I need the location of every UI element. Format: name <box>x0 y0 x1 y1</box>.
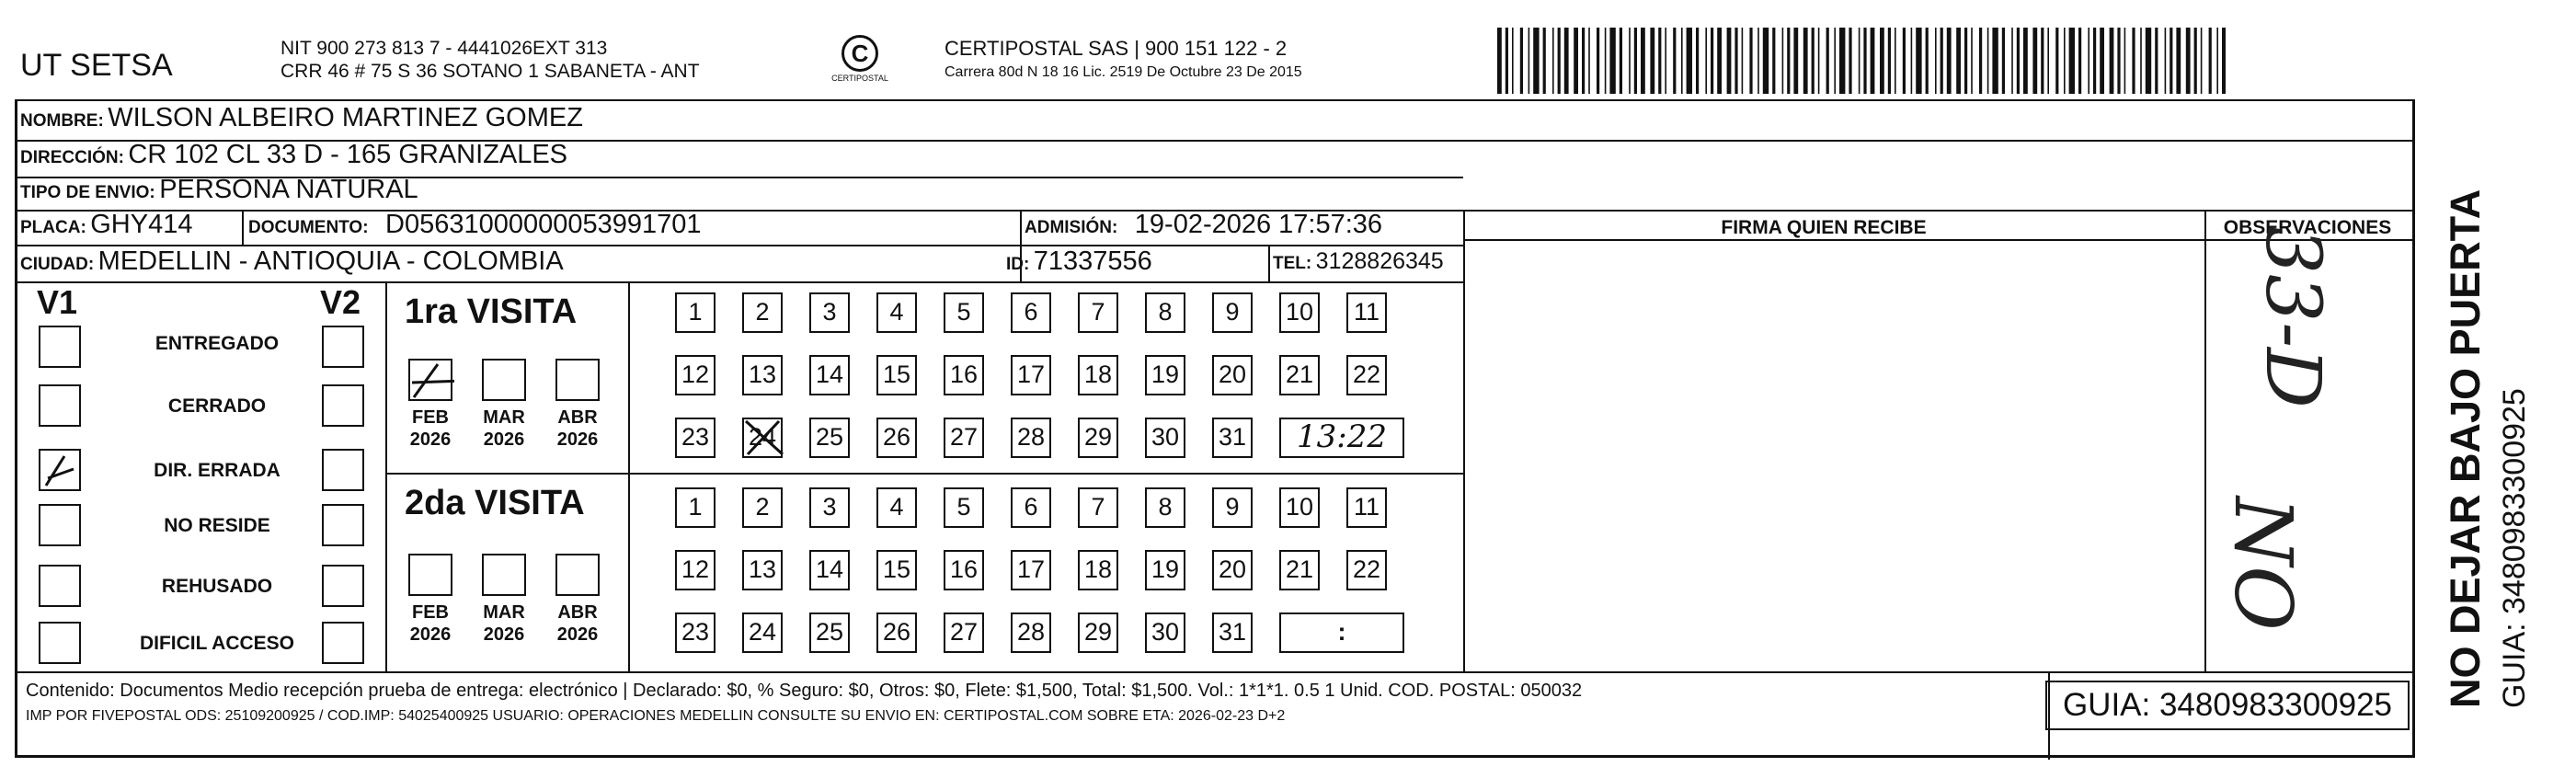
day-box[interactable]: 18 <box>1078 355 1118 395</box>
day-box[interactable]: 18 <box>1078 550 1118 590</box>
barcode-bar <box>1497 28 1502 94</box>
month-checkbox[interactable] <box>482 359 526 401</box>
admision-label: ADMISIÓN: <box>1025 218 1118 237</box>
day-box[interactable]: 13 <box>742 355 783 395</box>
barcode-bar <box>1742 28 1744 94</box>
company-info <box>280 37 700 83</box>
barcode-bar <box>1641 28 1645 94</box>
day-box[interactable]: 9 <box>1212 292 1253 333</box>
day-box[interactable]: 4 <box>876 487 917 528</box>
nit-line: NIT 900 273 813 7 - 4441026EXT 313 <box>280 38 608 59</box>
visit2-title: 2da VISITA <box>405 484 585 522</box>
nombre-row <box>20 103 583 133</box>
status-checkbox-v2[interactable] <box>322 565 364 607</box>
barcode-bar <box>2078 28 2081 94</box>
barcode-bar <box>1812 28 1815 94</box>
day-box[interactable]: 24 <box>742 612 783 653</box>
month-checkbox[interactable] <box>408 554 452 596</box>
divider <box>385 281 387 671</box>
status-checkbox-v2[interactable] <box>322 384 364 427</box>
month-year: 2026 <box>556 624 599 645</box>
day-box[interactable]: 19 <box>1145 550 1185 590</box>
barcode-bar <box>1956 28 1961 94</box>
day-box[interactable]: 5 <box>944 292 984 333</box>
day-box[interactable]: 6 <box>1011 487 1051 528</box>
divider <box>1463 210 1465 671</box>
month-year: 2026 <box>409 624 452 645</box>
certipostal-logo <box>819 35 901 90</box>
status-label: CERRADO <box>167 395 267 417</box>
status-checkbox-v1[interactable] <box>39 449 81 491</box>
barcode-bar <box>1839 28 1845 94</box>
barcode-bar <box>1834 28 1836 94</box>
barcode-bar <box>1620 28 1622 94</box>
day-box[interactable]: 26 <box>876 612 917 653</box>
day-box[interactable]: 22 <box>1346 550 1387 590</box>
day-box[interactable]: 1 <box>675 292 716 333</box>
barcode-bar <box>1971 28 1973 94</box>
barcode-bar <box>2124 28 2126 94</box>
month-checkbox[interactable] <box>555 554 600 596</box>
status-checkbox-v1[interactable] <box>39 565 81 607</box>
certipostal-name: CERTIPOSTAL SAS | 900 151 122 - 2 <box>945 37 1288 60</box>
day-box[interactable]: 15 <box>876 355 917 395</box>
checkmark-icon <box>410 361 454 403</box>
tipo-value: PERSONA NATURAL <box>159 175 418 204</box>
barcode-bar <box>2093 28 2096 94</box>
status-checkbox-v1[interactable] <box>39 326 81 368</box>
day-box[interactable]: 3 <box>809 487 850 528</box>
day-box[interactable]: 8 <box>1145 487 1185 528</box>
barcode-bar <box>1772 28 1775 94</box>
day-box[interactable]: 21 <box>1279 550 1320 590</box>
day-box[interactable]: 28 <box>1011 418 1051 458</box>
month-name: MAR <box>483 602 525 623</box>
barcode-bar <box>1520 28 1523 94</box>
day-box[interactable]: 9 <box>1212 487 1253 528</box>
barcode-bar <box>1987 28 1989 94</box>
barcode-bar <box>1512 28 1514 94</box>
handwritten-note: 33-D <box>2249 226 2336 408</box>
barcode-bar <box>1533 28 1539 94</box>
barcode-bar <box>1552 28 1554 94</box>
barcode-bar <box>1629 28 1631 94</box>
placa-value: GHY414 <box>90 210 193 239</box>
ciudad-value: MEDELLIN - ANTIOQUIA - COLOMBIA <box>97 246 564 276</box>
barcode-bar <box>1597 28 1599 94</box>
tel-cell <box>1273 248 1444 275</box>
day-box[interactable]: 25 <box>809 418 850 458</box>
documento-value: D05631000000053991701 <box>385 210 702 239</box>
visit1-title: 1ra VISITA <box>405 292 578 331</box>
barcode-bar <box>1782 28 1784 94</box>
barcode-bar <box>2088 28 2089 94</box>
month-year: 2026 <box>556 429 599 450</box>
divider <box>17 281 1463 283</box>
status-label: ENTREGADO <box>155 333 280 354</box>
month-checkbox[interactable] <box>408 359 452 401</box>
day-box[interactable]: 31 <box>1212 418 1253 458</box>
month-name: FEB <box>412 407 449 428</box>
status-checkbox-v2[interactable] <box>322 504 364 546</box>
day-box[interactable]: 30 <box>1145 418 1185 458</box>
month-label <box>398 406 463 451</box>
barcode-bar <box>1749 28 1752 94</box>
barcode-bar <box>1506 28 1508 94</box>
day-box[interactable]: 16 <box>944 355 984 395</box>
divider <box>2204 210 2206 671</box>
barcode-bar <box>1528 28 1530 94</box>
day-box[interactable]: 14 <box>809 550 850 590</box>
barcode-bar <box>1727 28 1732 94</box>
side-warning: NO DEJAR BAJO PUERTA <box>2442 189 2489 708</box>
admision-value: 19-02-2026 17:57:36 <box>1134 210 1383 239</box>
month-year: 2026 <box>483 624 525 645</box>
time-box[interactable]: : <box>1279 612 1404 653</box>
barcode-bar <box>1818 28 1820 94</box>
day-box[interactable]: 23 <box>675 418 716 458</box>
divider <box>628 281 630 671</box>
id-value: 71337556 <box>1033 246 1152 276</box>
barcode-bar <box>1735 28 1737 94</box>
status-label: NO RESIDE <box>164 515 270 536</box>
v2-header: V2 <box>320 283 361 321</box>
day-box[interactable]: 14 <box>809 355 850 395</box>
guia-number: GUIA: 3480983300925 <box>2045 681 2410 730</box>
tipo-row <box>20 175 418 205</box>
month-checkbox[interactable] <box>555 359 600 401</box>
cross-mark-icon <box>742 418 786 458</box>
month-label <box>472 406 536 451</box>
admision-cell <box>1025 210 1382 240</box>
month-label <box>545 406 610 451</box>
barcode-bar <box>2002 28 2005 94</box>
barcode-bar <box>1849 28 1851 94</box>
barcode-bar <box>1888 28 1891 94</box>
barcode-bar <box>1711 28 1713 94</box>
checkmark-icon <box>40 451 83 493</box>
barcode-bar <box>2069 28 2075 94</box>
company-name: UT SETSA <box>20 48 173 83</box>
month-label <box>545 601 610 646</box>
day-box[interactable]: 7 <box>1078 487 1118 528</box>
barcode-bar <box>2186 28 2191 94</box>
time-box[interactable]: 13:22 <box>1279 418 1404 458</box>
barcode-bar <box>1979 28 1982 94</box>
status-checkbox-v1[interactable] <box>39 622 81 664</box>
day-box[interactable]: 27 <box>944 418 984 458</box>
day-box[interactable]: 12 <box>675 355 716 395</box>
barcode-bar <box>1793 28 1798 94</box>
barcode-bar <box>1941 28 1943 94</box>
barcode-bar <box>2194 28 2197 94</box>
barcode-bar <box>2216 28 2218 94</box>
footer-imp: IMP POR FIVEPOSTAL ODS: 25109200925 / COD.IMP: 54025400925 USUARIO: OPERACIONES MEDELLIN CONSULTE SU ENVIO EN: CERTIPOSTAL.COM SOBRE ETA: 2026-02-23 D+2 <box>26 708 1286 724</box>
barcode-bar <box>2222 28 2226 94</box>
day-box[interactable]: 20 <box>1212 355 1253 395</box>
status-checkbox-v1[interactable] <box>39 504 81 546</box>
logo-icon: C <box>841 35 878 72</box>
divider <box>1268 245 1270 281</box>
month-name: ABR <box>557 602 598 623</box>
barcode-bar <box>2117 28 2120 94</box>
barcode-bar <box>1673 28 1676 94</box>
day-box[interactable]: 19 <box>1145 355 1185 395</box>
barcode-bar <box>2209 28 2212 94</box>
nombre-value: WILSON ALBEIRO MARTINEZ GOMEZ <box>108 103 583 132</box>
barcode-bar <box>1871 28 1875 94</box>
barcode-bar <box>1588 28 1590 94</box>
barcode-bar <box>1564 28 1569 94</box>
barcode-bar <box>1687 28 1692 94</box>
day-box[interactable]: 11 <box>1346 487 1387 528</box>
day-box[interactable]: 13 <box>742 550 783 590</box>
day-box[interactable]: 1 <box>675 487 716 528</box>
barcode-bar <box>1992 28 1998 94</box>
barcode-bar <box>1916 28 1921 94</box>
divider <box>628 473 1463 475</box>
day-box[interactable]: 26 <box>876 418 917 458</box>
id-label: ID: <box>1006 255 1030 274</box>
barcode-bar <box>2032 28 2037 94</box>
direccion-value: CR 102 CL 33 D - 165 GRANIZALES <box>128 140 568 169</box>
v1-header: V1 <box>37 283 78 321</box>
barcode-bar <box>2170 28 2172 94</box>
barcode-bar <box>2064 28 2066 94</box>
barcode-bar <box>1964 28 1967 94</box>
day-box[interactable]: 20 <box>1212 550 1253 590</box>
barcode-bar <box>2023 28 2028 94</box>
barcode-bar <box>1705 28 1707 94</box>
divider <box>385 473 628 475</box>
divider <box>1463 210 2412 212</box>
month-year: 2026 <box>483 429 525 450</box>
month-year: 2026 <box>409 429 452 450</box>
day-box[interactable]: 12 <box>675 550 716 590</box>
status-checkbox-v1[interactable] <box>39 384 81 427</box>
day-box[interactable]: 10 <box>1279 292 1320 333</box>
barcode-bar <box>2176 28 2181 94</box>
barcode-bar <box>1926 28 1929 94</box>
barcode-bar <box>1696 28 1699 94</box>
tel-label: TEL: <box>1273 254 1312 273</box>
barcode-bar <box>1605 28 1607 94</box>
barcode-bar <box>1558 28 1561 94</box>
placa-label: PLACA: <box>20 218 86 237</box>
day-box[interactable]: 11 <box>1346 292 1387 333</box>
id-cell <box>1006 246 1152 277</box>
month-name: ABR <box>557 407 598 428</box>
barcode-bar <box>1543 28 1546 94</box>
divider <box>2412 101 2414 671</box>
barcode-bar <box>2110 28 2114 94</box>
barcode-bar <box>1609 28 1615 94</box>
status-checkbox-v2[interactable] <box>322 449 364 491</box>
barcode-bar <box>1935 28 1937 94</box>
direccion-row <box>20 140 567 170</box>
barcode-bar <box>1903 28 1906 94</box>
nombre-label: NOMBRE: <box>20 111 104 131</box>
status-label: REHUSADO <box>161 576 273 597</box>
status-checkbox-v2[interactable] <box>322 326 364 368</box>
barcode-bar <box>2017 28 2020 94</box>
barcode-bar <box>2146 28 2151 94</box>
barcode-bar <box>2165 28 2167 94</box>
day-box[interactable]: 27 <box>944 612 984 653</box>
barcode-bar <box>2201 28 2203 94</box>
placa-cell <box>20 210 192 240</box>
handwritten-note: NO <box>2216 497 2308 631</box>
tel-value: 3128826345 <box>1315 248 1444 274</box>
barcode-bar <box>2047 28 2049 94</box>
footer-content: Contenido: Documentos Medio recepción prueba de entrega: electrónico | Declarado: $0, % Seguro: $0, Otros: $0, Flete: $1,500, Total: $1,500. Vol.: 1*1*1. 0.5 1 Unid. COD. POSTAL: 050032 <box>26 681 1583 701</box>
month-label <box>472 601 536 646</box>
barcode-bar <box>1757 28 1759 94</box>
day-box[interactable]: 28 <box>1011 612 1051 653</box>
address-line: CRR 46 # 75 S 36 SOTANO 1 SABANETA - ANT <box>280 61 700 82</box>
day-box[interactable]: 30 <box>1145 612 1185 653</box>
barcode-bar <box>1763 28 1769 94</box>
day-box[interactable]: 6 <box>1011 292 1051 333</box>
barcode-bar <box>1634 28 1637 94</box>
barcode-bar <box>1582 28 1585 94</box>
direccion-label: DIRECCIÓN: <box>20 148 124 167</box>
barcode <box>1497 28 2226 94</box>
day-box[interactable]: 21 <box>1279 355 1320 395</box>
day-box[interactable]: 17 <box>1011 355 1051 395</box>
day-box[interactable]: 2 <box>742 292 783 333</box>
barcode-bar <box>1658 28 1661 94</box>
barcode-bar <box>1574 28 1578 94</box>
day-box[interactable]: 25 <box>809 612 850 653</box>
barcode-bar <box>1863 28 1866 94</box>
barcode-bar <box>1803 28 1808 94</box>
firma-header: FIRMA QUIEN RECIBE <box>1721 217 1927 238</box>
documento-label: DOCUMENTO: <box>248 218 369 237</box>
day-box[interactable]: 23 <box>675 612 716 653</box>
day-box[interactable]: 29 <box>1078 612 1118 653</box>
barcode-bar <box>1947 28 1952 94</box>
divider <box>242 210 244 245</box>
ciudad-cell <box>20 246 564 277</box>
day-box[interactable]: 16 <box>944 550 984 590</box>
side-guia: GUIA: 3480983300925 <box>2497 388 2532 708</box>
divider <box>17 671 2412 673</box>
status-label: DIR. ERRADA <box>154 460 280 481</box>
barcode-bar <box>2041 28 2044 94</box>
logo-text: CERTIPOSTAL <box>831 74 888 83</box>
day-box[interactable]: 10 <box>1279 487 1320 528</box>
month-name: MAR <box>483 407 525 428</box>
barcode-bar <box>1911 28 1913 94</box>
barcode-bar <box>1826 28 1829 94</box>
day-box[interactable]: 2 <box>742 487 783 528</box>
barcode-bar <box>1880 28 1884 94</box>
certipostal-address: Carrera 80d N 18 16 Lic. 2519 De Octubre 23 De 2015 <box>945 64 1302 80</box>
status-checkbox-v2[interactable] <box>322 622 364 664</box>
day-box[interactable]: 8 <box>1145 292 1185 333</box>
tipo-label: TIPO DE ENVIO: <box>20 183 155 202</box>
day-box[interactable]: 5 <box>944 487 984 528</box>
documento-cell <box>248 210 702 240</box>
barcode-bar <box>1787 28 1790 94</box>
day-box[interactable]: 17 <box>1011 550 1051 590</box>
status-label: DIFICIL ACCESO <box>139 633 294 654</box>
month-name: FEB <box>412 602 449 623</box>
day-box[interactable]: 22 <box>1346 355 1387 395</box>
barcode-bar <box>2155 28 2158 94</box>
observaciones-header: OBSERVACIONES <box>2223 217 2392 238</box>
barcode-bar <box>1650 28 1654 94</box>
barcode-bar <box>1717 28 1722 94</box>
barcode-bar <box>2132 28 2135 94</box>
barcode-bar <box>2100 28 2104 94</box>
day-box[interactable]: 31 <box>1212 612 1253 653</box>
day-box[interactable]: 4 <box>876 292 917 333</box>
barcode-bar <box>2055 28 2058 94</box>
barcode-bar <box>2011 28 2013 94</box>
ciudad-label: CIUDAD: <box>20 255 95 274</box>
day-box[interactable]: 7 <box>1078 292 1118 333</box>
month-label <box>398 601 463 646</box>
barcode-bar <box>1895 28 1896 94</box>
day-box[interactable]: 24 <box>742 418 783 458</box>
month-checkbox[interactable] <box>482 554 526 596</box>
barcode-bar <box>1681 28 1683 94</box>
day-box[interactable]: 3 <box>809 292 850 333</box>
barcode-bar <box>1665 28 1666 94</box>
day-box[interactable]: 29 <box>1078 418 1118 458</box>
barcode-bar <box>1859 28 1860 94</box>
day-box[interactable]: 15 <box>876 550 917 590</box>
barcode-bar <box>2140 28 2142 94</box>
